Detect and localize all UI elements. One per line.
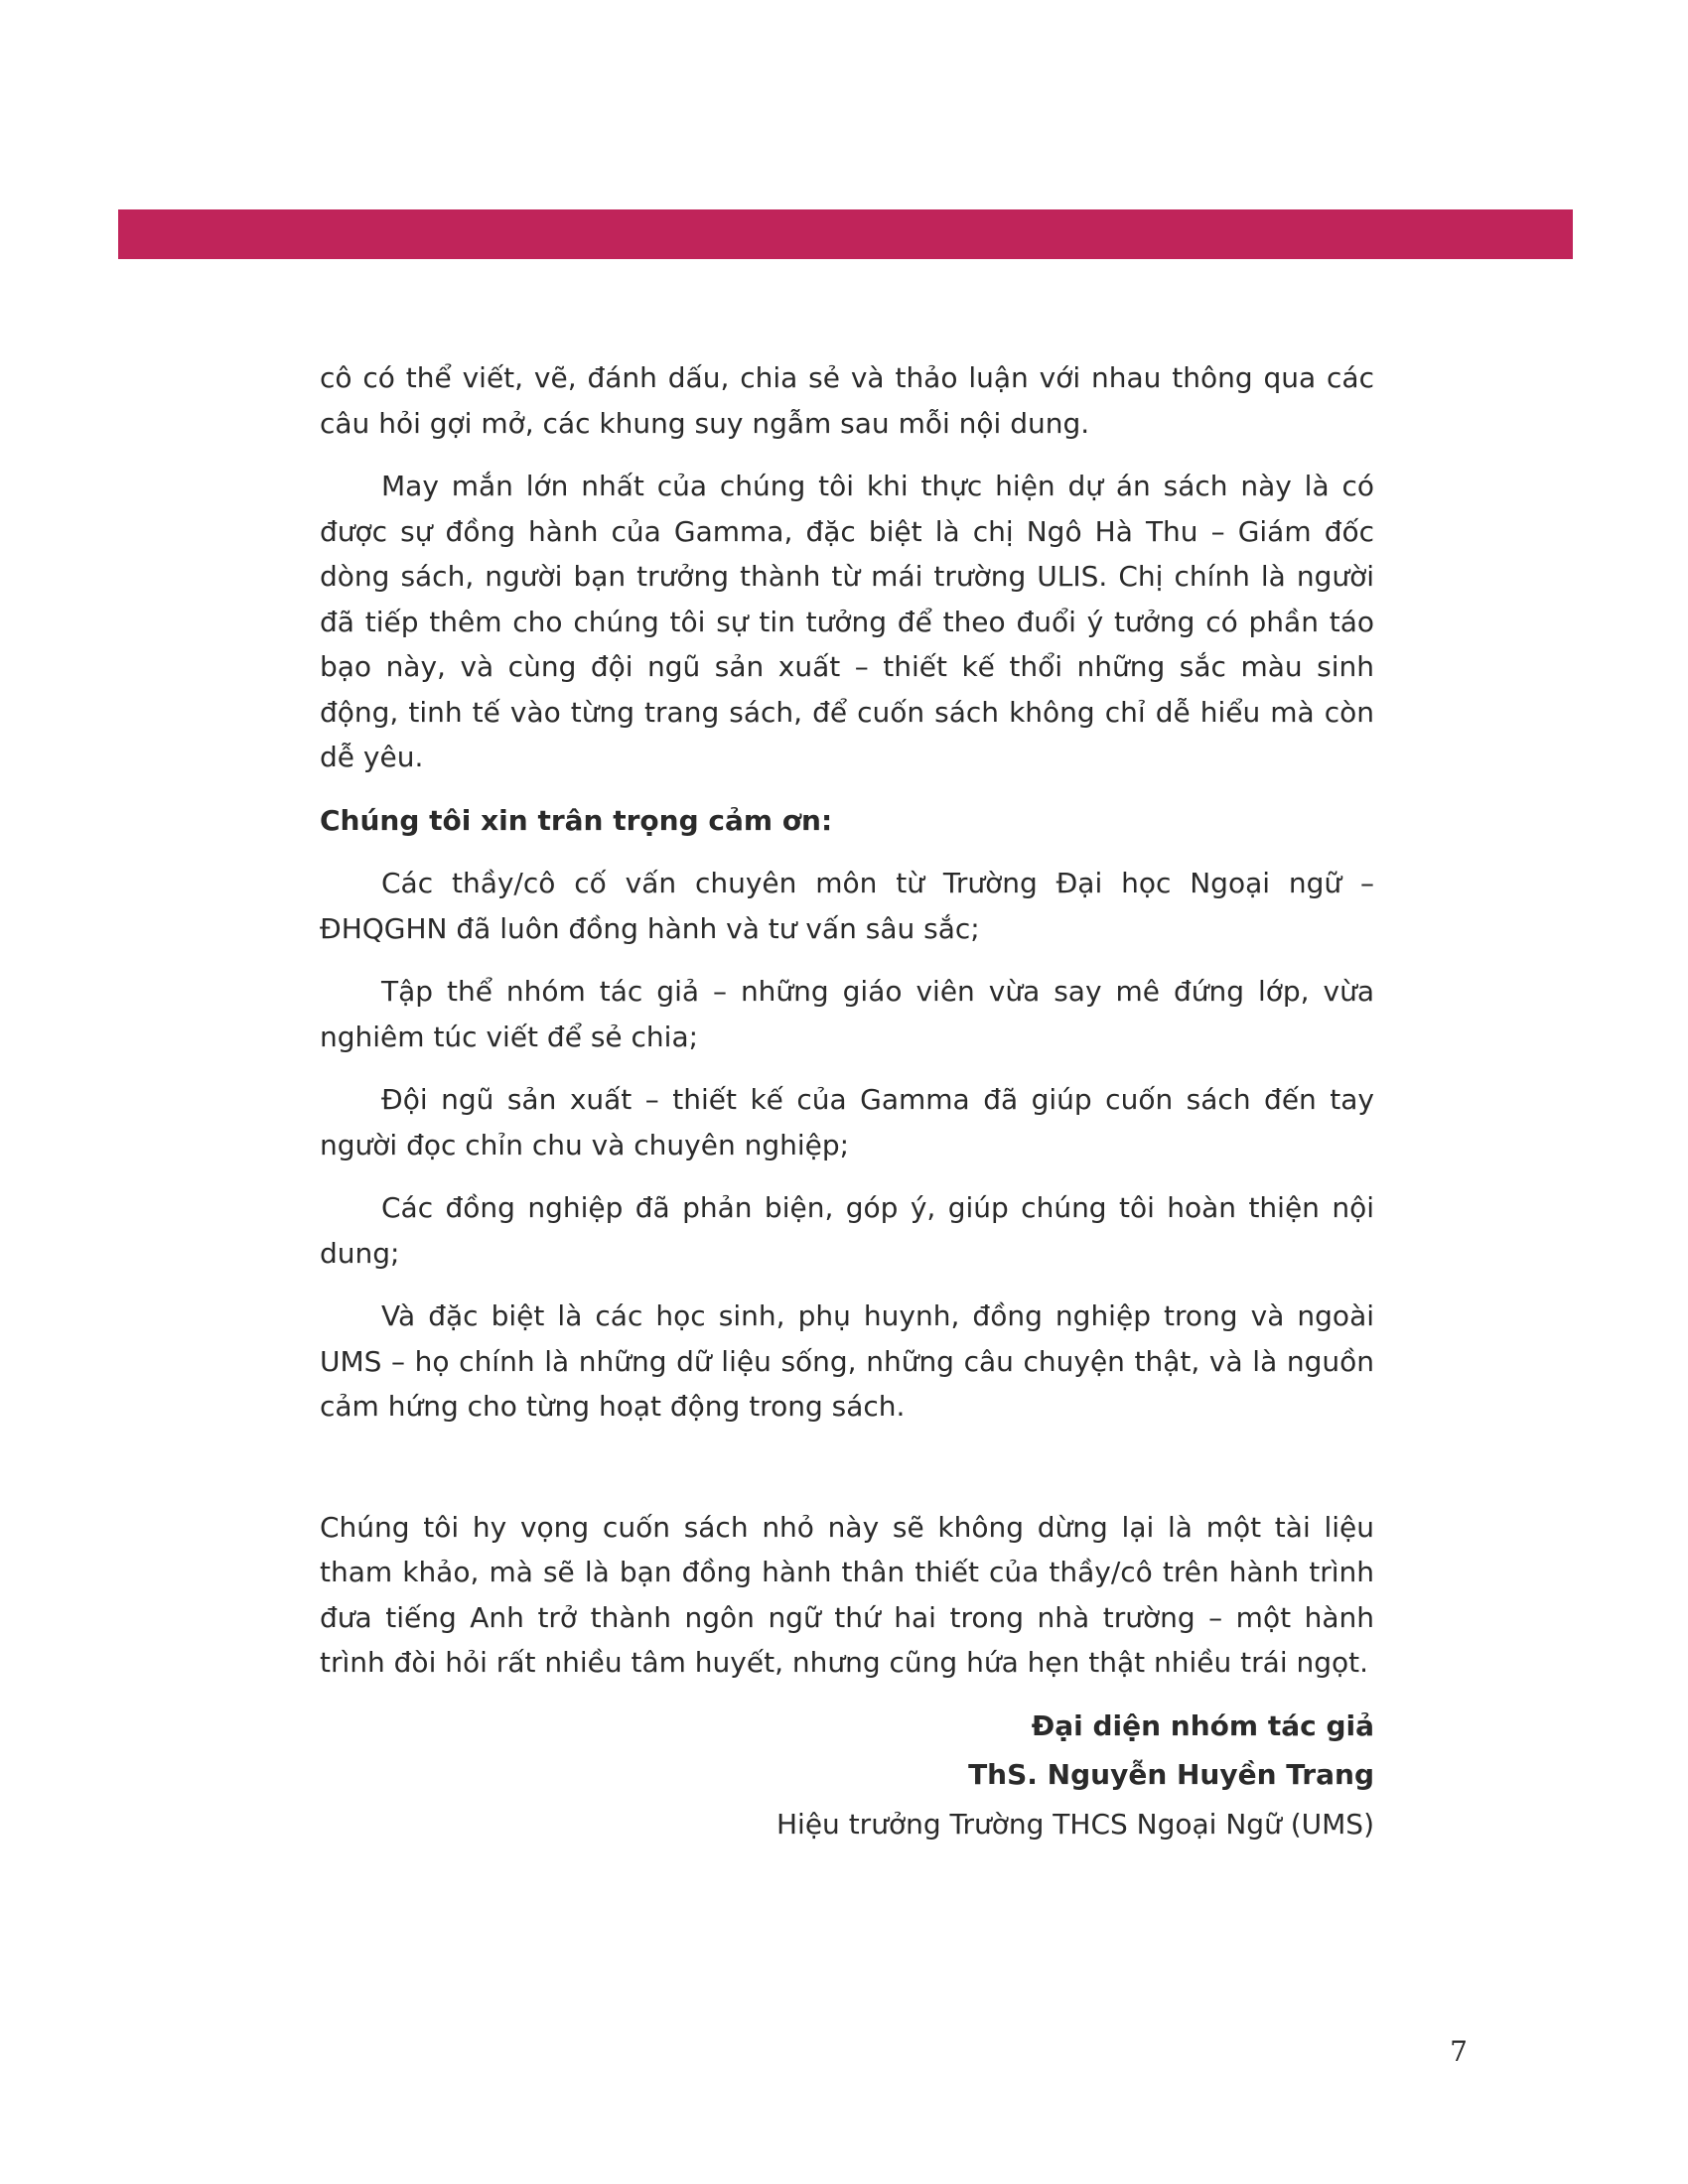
paragraph-continuation: cô có thể viết, vẽ, đánh dấu, chia sẻ và thảo luận với nhau thông qua các câu hỏi gợi mở, các khung suy ngẫm sau mỗi nội dung. (320, 361, 1374, 440)
thanks-item-authors: Tập thể nhóm tác giả – những giáo viên vừa say mê đứng lớp, vừa nghiêm túc viết để sẻ chia; (320, 975, 1374, 1053)
page-content (320, 355, 1374, 1846)
thanks-item-production: Đội ngũ sản xuất – thiết kế của Gamma đã giúp cuốn sách đến tay người đọc chỉn chu và chuyên nghiệp; (320, 1083, 1374, 1161)
signature-title: Hiệu trưởng Trường THCS Ngoại Ngữ (UMS) (776, 1807, 1374, 1841)
signature-name: ThS. Nguyễn Huyền Trang (968, 1758, 1374, 1791)
signature-role: Đại diện nhóm tác giả (1031, 1708, 1374, 1742)
page-number: 7 (1450, 2035, 1468, 2068)
closing-paragraph: Chúng tôi hy vọng cuốn sách nhỏ này sẽ không dừng lại là một tài liệu tham khảo, mà sẽ là bạn đồng hành thân thiết của thầy/cô trên hành trình đưa tiếng Anh trở thành ngôn ngữ thứ hai trong nhà trường – một hành trình đòi hỏi rất nhiều tâm huyết, nhưng cũng hứa hẹn thật nhiều trái ngọt. (320, 1510, 1374, 1679)
thanks-item-community: Và đặc biệt là các học sinh, phụ huynh, đồng nghiệp trong và ngoài UMS – họ chính là những dữ liệu sống, những câu chuyện thật, và là nguồn cảm hứng cho từng hoạt động trong sách. (320, 1299, 1374, 1423)
thanks-heading: Chúng tôi xin trân trọng cảm ơn: (320, 803, 833, 837)
thanks-item-colleagues: Các đồng nghiệp đã phản biện, góp ý, giúp chúng tôi hoàn thiện nội dung; (320, 1191, 1374, 1270)
paragraph-gamma: May mắn lớn nhất của chúng tôi khi thực hiện dự án sách này là có được sự đồng hành của Gamma, đặc biệt là chị Ngô Hà Thu – Giám đốc dòng sách, người bạn trưởng thành từ mái trường ULIS. Chị chính là người đã tiếp thêm cho chúng tôi sự tin tưởng để theo đuổi ý tưởng có phần táo bạo này, và cùng đội ngũ sản xuất – thiết kế thổi những sắc màu sinh động, tinh tế vào từng trang sách, để cuốn sách không chỉ dễ hiểu mà còn dễ yêu. (320, 470, 1374, 773)
header-accent-band (118, 209, 1573, 259)
thanks-item-advisors: Các thầy/cô cố vấn chuyên môn từ Trường Đại học Ngoại ngữ – ĐHQGHN đã luôn đồng hành và tư vấn sâu sắc; (320, 867, 1374, 945)
